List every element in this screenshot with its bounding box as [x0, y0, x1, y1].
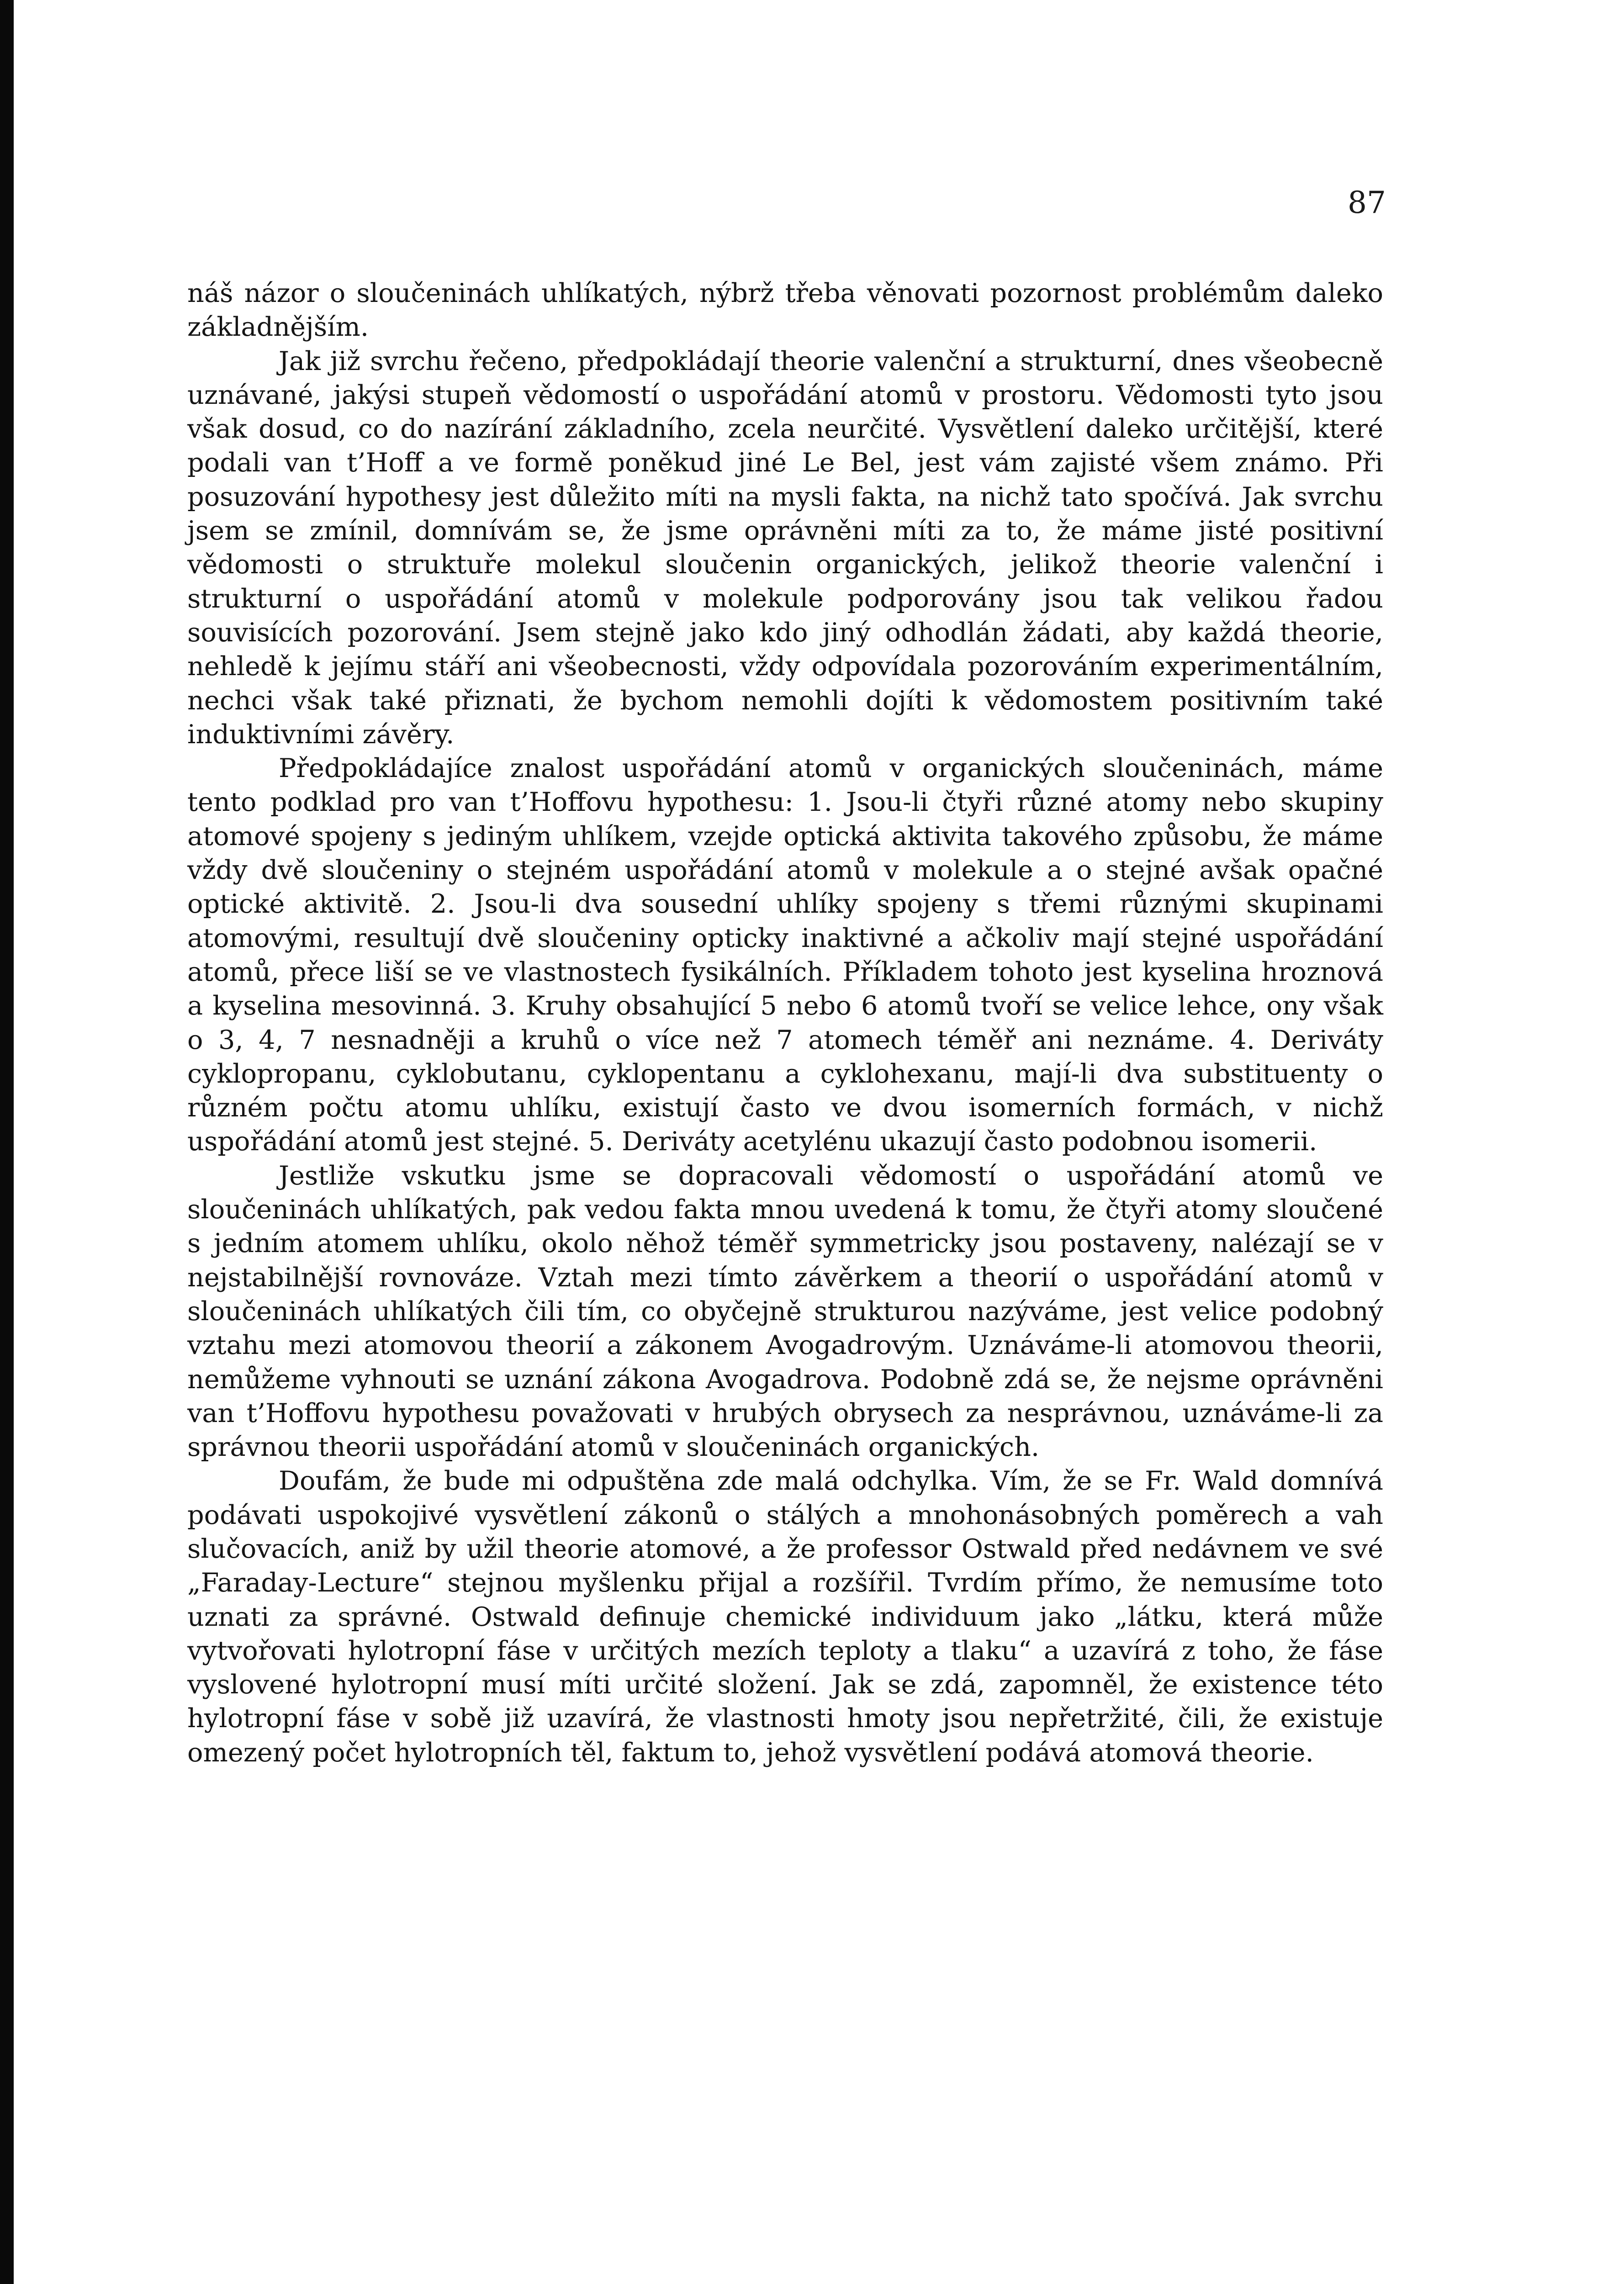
scan-edge-left [0, 0, 14, 2284]
body-text [187, 276, 1383, 1770]
paragraph-1: náš názor o sloučeninách uhlíkatých, nýbrž třeba věnovati pozornost problémům daleko základnějším. [187, 278, 1383, 343]
paragraph-5: Doufám, že bude mi odpuštěna zde malá odchylka. Vím, že se Fr. Wald domnívá podávati uspokojivé vysvětlení zákonů o stálých a mnohonásobných poměrech a vah slučovacích, aniž by užil theorie atomové, a že professor Ostwald před nedávnem ve své „Faraday-Lecture“ stejnou myšlenku přijal a rozšířil. Tvrdím přímo, že nemusíme toto uznati za správné. Ostwald definuje chemické individuum jako „látku, která může vytvořovati hylotropní fáse v určitých mezích teploty a tlaku“ a uzavírá z toho, že fáse vyslovené hylotropní musí míti určité složení. Jak se zdá, zapomněl, že existence této hylotropní fáse v sobě již uzavírá, že vlastnosti hmoty jsou nepřetržité, čili, že existuje omezený počet hylotropních těl, faktum to, jehož vysvětlení podává atomová theorie. [187, 1465, 1383, 1768]
paragraph-4: Jestliže vskutku jsme se dopracovali vědomostí o uspořádání atomů ve sloučeninách uhlíkatých, pak vedou fakta mnou uvedená k tomu, že čtyři atomy sloučené s jedním atomem uhlíku, okolo něhož téměř symmetricky jsou postaveny, nalézají se v nejstabilnější rovnováze. Vztah mezi tímto závěrkem a theorií o uspořádání atomů v sloučeninách uhlíkatých čili tím, co obyčejně strukturou nazýváme, jest velice podobný vztahu mezi atomovou theorií a zákonem Avogadrovým. Uznáváme-li atomovou theorii, nemůžeme vyhnouti se uznání zákona Avogadrova. Podobně zdá se, že nejsme oprávněni van t’Hoffovu hypothesu považovati v hrubých obrysech za nesprávnou, uznáváme-li za správnou theorii uspořádání atomů v sloučeninách organických. [187, 1160, 1383, 1463]
paragraph-2: Jak již svrchu řečeno, předpokládají theorie valenční a strukturní, dnes všeobecně uznávané, jakýsi stupeň vědomostí o uspořádání atomů v prostoru. Vědomosti tyto jsou však dosud, co do nazírání základního, zcela neurčité. Vysvětlení daleko určitější, které podali van t’Hoff a ve formě poněkud jiné Le Bel, jest vám zajisté všem známo. Při posuzování hypothesy jest důležito míti na mysli fakta, na nichž tato spočívá. Jak svrchu jsem se zmínil, domnívám se, že jsme oprávněni míti za to, že máme jisté positivní vědomosti o struktuře molekul sloučenin organických, jelikož theorie valenční i strukturní o uspořádání atomů v molekule podporovány jsou tak velikou řadou souvisících pozorování. Jsem stejně jako kdo jiný odhodlán žádati, aby každá theorie, nehledě k jejímu stáří ani všeobecnosti, vždy odpovídala pozorováním experimentálním, nechci však také přiznati, že bychom nemohli dojíti k vědomostem positivním také induktivními závěry. [187, 345, 1383, 750]
page-number: 87 [1348, 185, 1386, 220]
paragraph-3: Předpokládajíce znalost uspořádání atomů v organických sloučeninách, máme tento podklad pro van t’Hoffovu hypothesu: 1. Jsou-li čtyři různé atomy nebo skupiny atomové spojeny s jediným uhlíkem, vzejde optická aktivita takového způsobu, že máme vždy dvě sloučeniny o stejném uspořádání atomů v molekule a o stejné avšak opačné optické aktivitě. 2. Jsou-li dva sousední uhlíky spojeny s třemi různými skupinami atomovými, resultují dvě sloučeniny opticky inaktivné a ačkoliv mají stejné uspořádání atomů, přece liší se ve vlastnostech fysikálních. Příkladem tohoto jest kyselina hroznová a kyselina mesovinná. 3. Kruhy obsahující 5 nebo 6 atomů tvoří se velice lehce, ony však o 3, 4, 7 nesnadněji a kruhů o více než 7 atomech téměř ani neznáme. 4. Deriváty cyklopropanu, cyklobutanu, cyklopentanu a cyklohexanu, mají-li dva substituenty o různém počtu atomu uhlíku, existují často ve dvou isomerních formách, v nichž uspořádání atomů jest stejné. 5. Deriváty acetylénu ukazují často podobnou isomerii. [187, 753, 1383, 1157]
